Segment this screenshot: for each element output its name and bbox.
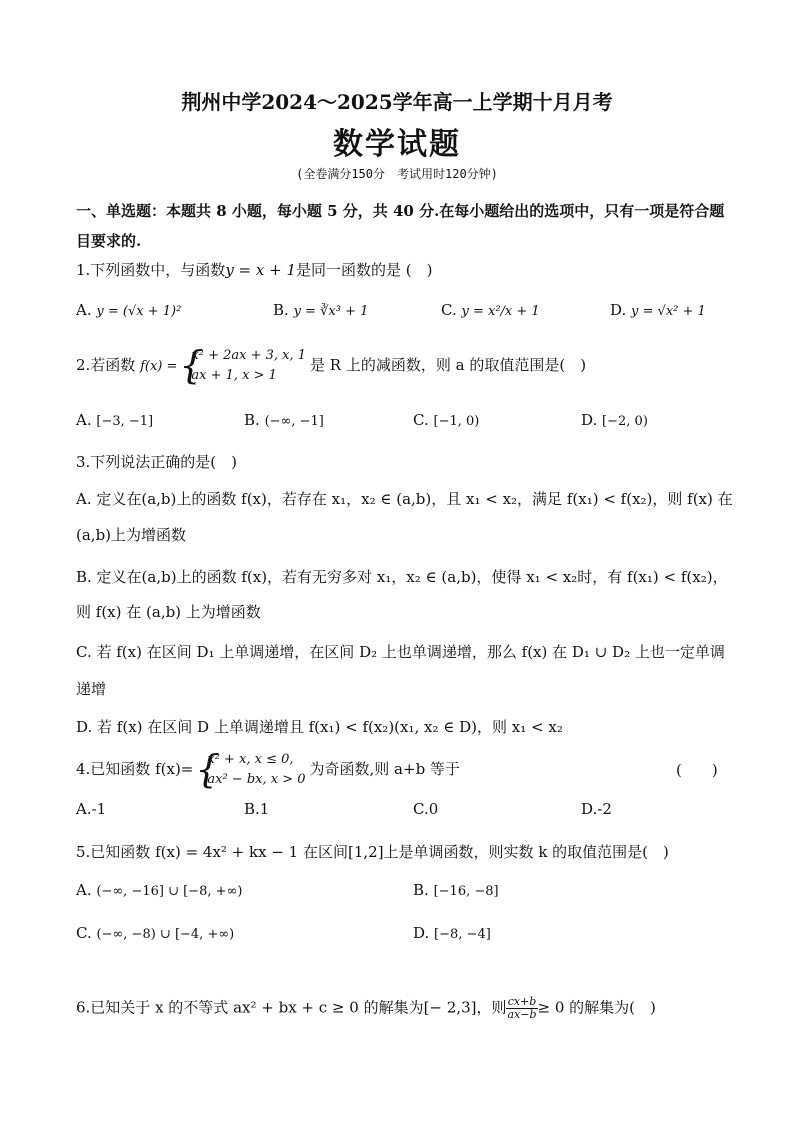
q5-option-d <box>413 924 491 942</box>
exam-title: 荆州中学2024～2025学年高一上学期十月月考 <box>181 90 613 114</box>
q1-option-d-label: D. <box>610 301 627 319</box>
q5-option-a-value: (−∞, −16] ∪ [−8, +∞) <box>96 884 243 899</box>
q4-piecewise <box>197 750 305 790</box>
q3-option-d-line1: D. 若 f(x) 在区间 D 上单调递增且 f(x₁) < f(x₂)(x₁, x₂ ∈ D)，则 x₁ < x₂ <box>76 718 563 736</box>
q1-option-a-expr: y = (√x + 1)² <box>96 304 182 319</box>
q3-option-c-line1: C. 若 f(x) 在区间 D₁ 上单调递增，在区间 D₂ 上也单调递增，那么 f(x) 在 D₁ ∪ D₂ 上也一定单调 <box>76 643 725 661</box>
q2-option-d-label: D. <box>581 411 598 429</box>
q2-stem-a: 2.若函数 <box>76 356 136 374</box>
q4-option-a: A.-1 <box>76 800 107 818</box>
question-5-stem: 5.已知函数 f(x) = 4x² + kx − 1 在区间[1,2]上是单调函数，则实数 k 的取值范围是( ) <box>76 843 669 861</box>
q1-stem-b: 是同一函数的是 ( ) <box>296 261 433 279</box>
q3-option-a-line1: A. 定义在(a,b)上的函数 f(x)，若存在 x₁，x₂ ∈ (a,b)，且 x₁ < x₂，满足 f(x₁) < f(x₂)，则 f(x) 在 <box>76 490 733 508</box>
q4-option-d: D.-2 <box>581 800 612 818</box>
q6-stem-b: ≥ 0 的解集为( ) <box>537 998 656 1017</box>
q2-option-b <box>244 411 324 429</box>
q2-piecewise <box>181 346 306 386</box>
q2-option-a <box>76 411 153 429</box>
q5-option-d-label: D. <box>413 924 430 942</box>
q4-stem-a: 4.已知函数 f(x)= <box>76 760 194 778</box>
q5-option-d-value: [−8, −4] <box>434 927 491 942</box>
q4-stem-b: 为奇函数,则 a+b 等于 <box>309 760 460 778</box>
q3-option-b-line2: 则 f(x) 在 (a,b) 上为增函数 <box>76 603 261 621</box>
q1-option-b-label: B. <box>273 301 289 319</box>
q2-option-b-label: B. <box>244 411 260 429</box>
q1-option-c-label: C. <box>441 301 457 319</box>
question-1-stem <box>76 259 432 280</box>
exam-info: (全卷满分150分 考试用时120分钟) <box>296 167 498 181</box>
q2-option-a-value: [−3, −1] <box>96 414 154 429</box>
q4-answer-paren: ( ) <box>676 761 718 779</box>
q5-option-a <box>76 881 242 899</box>
q4-option-c: C.0 <box>413 800 439 818</box>
q5-option-c-value: (−∞, −8) ∪ [−4, +∞) <box>96 927 235 942</box>
q5-option-c-label: C. <box>76 924 92 942</box>
q5-option-c <box>76 924 234 942</box>
q1-option-a <box>76 301 181 319</box>
q2-option-c-label: C. <box>413 411 429 429</box>
q2-stem-b: 是 R 上的减函数，则 a 的取值范围是( ) <box>310 356 587 374</box>
q2-option-d-value: [−2, 0) <box>602 414 648 429</box>
q1-option-b-expr: y = ∛x³ + 1 <box>293 304 369 319</box>
q3-option-a-line2: (a,b)上为增函数 <box>76 526 187 544</box>
q2-option-d <box>581 411 648 429</box>
question-3-stem: 3.下列说法正确的是( ) <box>76 453 238 471</box>
q4-case-2: ax² − bx, x > 0 <box>207 772 306 787</box>
q2-option-c <box>413 411 479 429</box>
q5-option-b-value: [−16, −8] <box>433 884 499 899</box>
q6-fraction <box>506 996 537 1021</box>
q6-stem-a: 6.已知关于 x 的不等式 ax² + bx + c ≥ 0 的解集为[− 2,3]，则 <box>76 998 507 1017</box>
q2-option-b-value: (−∞, −1] <box>264 414 324 429</box>
q6-fraction-denominator: ax−b <box>507 1008 537 1021</box>
q5-option-b-label: B. <box>413 881 429 899</box>
q4-option-b: B.1 <box>244 800 270 818</box>
subject-title: 数学试题 <box>333 127 461 162</box>
q1-option-b <box>273 301 368 319</box>
q5-option-b <box>413 881 499 899</box>
q6-fraction-numerator: cx+b <box>507 995 537 1008</box>
q2-fx: f(x) = <box>140 359 178 374</box>
q1-option-d <box>610 301 706 319</box>
question-6-stem <box>76 996 656 1021</box>
q1-option-c-expr: y = x²/x + 1 <box>461 304 540 319</box>
q1-option-a-label: A. <box>76 301 92 319</box>
q2-option-c-value: [−1, 0) <box>433 414 480 429</box>
q3-option-b-line1: B. 定义在(a,b)上的函数 f(x)，若有无穷多对 x₁，x₂ ∈ (a,b)，使得 x₁ < x₂时，有 f(x₁) < f(x₂)， <box>76 568 728 586</box>
question-4-stem <box>76 750 460 790</box>
q2-option-a-label: A. <box>76 411 92 429</box>
q2-case-2: ax + 1, x > 1 <box>191 368 277 383</box>
section-heading: 一、单选题：本题共 8 小题，每小题 5 分，共 40 分.在每小题给出的选项中，只有一项是符合题目要求的. <box>76 202 725 250</box>
q1-option-d-expr: y = √x² + 1 <box>631 304 706 319</box>
q3-option-c-line2: 递增 <box>76 680 107 698</box>
q5-option-a-label: A. <box>76 881 92 899</box>
q4-case-1: { x² + x, x ≤ 0, <box>207 752 294 767</box>
q1-stem-fn: y = x + 1 <box>225 261 296 279</box>
q2-case-1: { x² + 2ax + 3, x, 1 <box>191 348 307 363</box>
q1-option-c <box>441 301 540 319</box>
q1-stem-a: 1.下列函数中，与函数 <box>76 261 226 279</box>
question-2-stem <box>76 346 586 386</box>
